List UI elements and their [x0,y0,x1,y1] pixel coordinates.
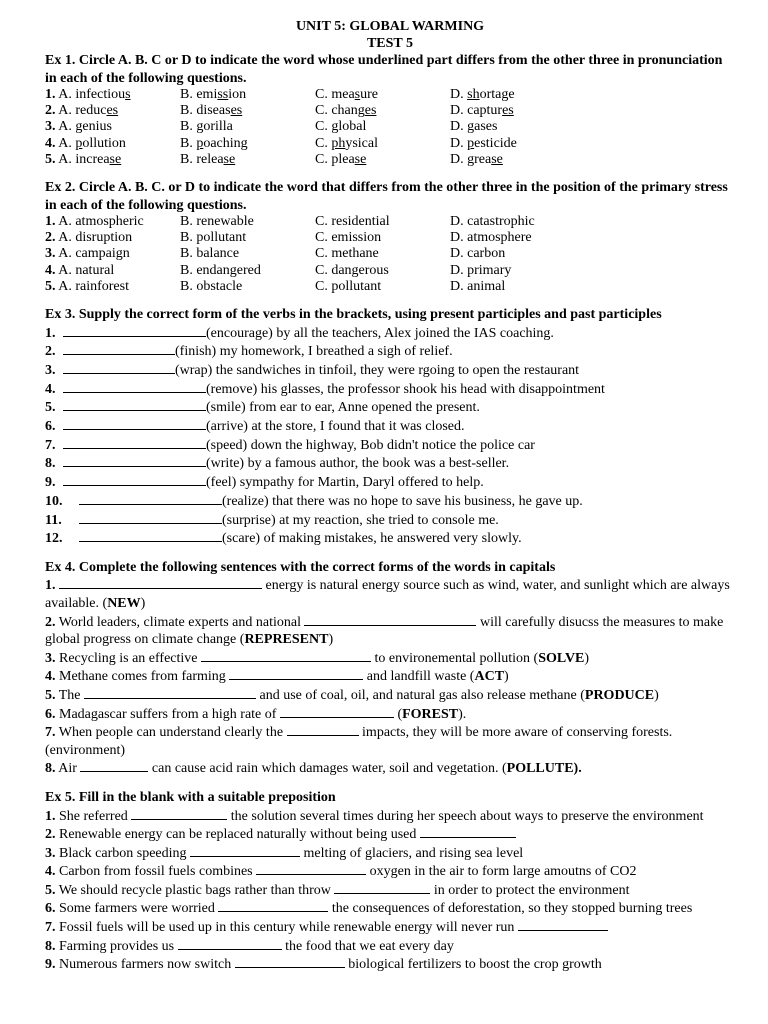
ex4-item [45,759,735,778]
underlined-part: p [467,135,475,151]
underlined-part: sh [467,87,480,102]
sentence-text: (speed) down the highway, Bob didn't notice the police car [206,437,535,453]
answer-blank[interactable] [63,398,206,411]
ex3-item [45,342,735,361]
ex3-item [45,436,735,455]
word-part: ysical [345,135,378,151]
ex1-option-4-a [45,136,180,152]
answer-blank[interactable] [63,324,206,337]
ex3-items [45,324,735,548]
ex1-option-4-c [315,136,450,152]
word-part: D. grea [450,151,492,167]
answer-blank[interactable] [84,686,256,699]
question-number: 2. [45,230,56,246]
ex3-item [45,324,735,343]
answer-blank[interactable] [218,899,328,912]
ex3-item [45,417,735,436]
answer-blank[interactable] [131,807,227,820]
option-text: A. campaign [58,246,130,262]
ex5-item [45,918,735,937]
underlined-part: se [223,151,236,167]
sentence-text: (remove) his glasses, the professor shook his head with disappointment [206,381,605,397]
answer-blank[interactable] [287,723,359,736]
sentence-text: (scare) of making mistakes, he answered very slowly. [222,531,522,547]
underlined-part: se [354,151,367,167]
sentence-text: to environemental pollution ( [371,650,539,666]
sentence-text: Recycling is an effective [55,650,202,666]
ex2-option-1-b [180,214,315,230]
answer-blank[interactable] [63,342,175,355]
option-text: B. renewable [180,214,254,230]
ex4-item [45,576,735,612]
underlined-part: se [491,151,503,167]
option-text: C. residential [315,214,390,230]
option-text: D. catastrophic [450,214,535,230]
option-text: D. primary [450,262,512,278]
ex4-item [45,686,735,705]
ex4-items [45,576,735,778]
answer-blank[interactable] [63,361,175,374]
ex1-option-2-a [45,103,180,119]
ex4-instruction: Ex 4. Complete the following sentences with the correct forms of the words in capitals [45,559,556,575]
ex5-item [45,955,735,974]
ex2-option-4-d [450,263,585,279]
question-number: 7. [45,920,56,936]
underlined-part: g [467,119,475,135]
question-number: 8. [45,938,56,954]
question-number: 6. [45,706,56,722]
question-number: 3. [45,119,56,135]
ex5-item [45,844,735,863]
option-text: B. pollutant [180,230,247,246]
underlined-part: g [75,119,83,135]
answer-blank[interactable] [178,937,282,950]
ex2-option-5-d [450,279,585,295]
answer-blank[interactable] [235,955,345,968]
ex2-option-1-c [315,214,450,230]
question-number: 1. [45,325,56,341]
ex1-option-2-c [315,103,450,119]
answer-blank[interactable] [304,613,476,626]
ex1-option-3-c [315,119,450,135]
sentence-text: ) [140,596,146,612]
word-part: oaching [203,135,248,151]
sentence-text: (arrive) at the store, I found that it was closed. [206,419,465,435]
capital-word: REPRESENT [244,632,329,648]
underlined-part: ss [217,87,229,102]
underlined-part: es [502,103,514,119]
ex3-item [45,511,735,530]
capital-word: NEW [107,596,141,612]
sentence-text: biological fertilizers to boost the crop growth [344,957,602,973]
sentence-text: She referred [55,808,132,824]
sentence-text: will carefully disucss the measures to make global progress on climate change ( [45,614,724,648]
sentence-text: (surprise) at my reaction, she tried to console me. [222,512,499,528]
sentence-text: the solution several times during her speech about ways to preserve the environment [227,808,704,824]
ex1-option-5-d [450,152,585,168]
underlined-part: g [331,119,339,135]
sentence-text: (realize) that there was no hope to save his business, he gave up. [222,493,583,509]
ex1-option-3-b [180,119,315,135]
option-text: D. carbon [450,246,506,262]
ex4-item [45,649,735,668]
underlined-part: p [75,135,83,151]
question-number: 2. [45,827,56,843]
ex3-instruction: Ex 3. Supply the correct form of the verbs in the brackets, using present participles and past participles [45,307,662,323]
ex2-option-3-d [450,246,585,262]
option-text: C. pollutant [315,278,382,294]
ex5-item [45,899,735,918]
answer-blank[interactable] [256,862,366,875]
ex2-option-3-b [180,246,315,262]
ex1-options [45,87,735,168]
ex1-option-3-a [45,119,180,135]
option-text: B. obstacle [180,278,243,294]
ex2-option-5-c [315,279,450,295]
question-number: 3. [45,246,56,262]
sentence-text: ) [328,632,334,648]
word-part: C. chang [315,103,365,119]
question-number: 4. [45,381,56,397]
question-number: 7. [45,725,56,741]
answer-blank[interactable] [518,918,608,931]
answer-blank[interactable] [59,576,262,589]
answer-blank[interactable] [63,436,206,449]
ex4-item [45,613,735,649]
question-number: 6. [45,419,56,435]
ex5-item [45,881,735,900]
word-part: A. infectiou [58,87,126,102]
capital-word: PRODUCE [584,688,655,704]
sentence-text: (encourage) by all the teachers, Alex joined the IAS coaching. [206,325,554,341]
word-part: ure [360,87,378,102]
sentence-text: in order to protect the environment [430,882,630,898]
ex2-option-1-d [450,214,585,230]
underlined-part: es [364,103,377,119]
answer-blank[interactable] [79,529,222,542]
option-text: C. methane [315,246,379,262]
answer-blank[interactable] [201,649,371,662]
answer-blank[interactable] [280,705,394,718]
word-part: B. diseas [180,103,231,119]
ex2-option-3-a [45,246,180,262]
question-number: 4. [45,135,56,151]
word-part: B. [180,119,197,135]
option-text: D. atmosphere [450,230,532,246]
ex2-option-2-b [180,230,315,246]
question-number: 9. [45,957,56,973]
answer-blank[interactable] [229,667,363,680]
underlined-part: ph [331,135,346,151]
question-number: 12. [45,531,63,547]
ex1-option-5-c [315,152,450,168]
capital-word: ACT [474,669,505,685]
ex5-item [45,807,735,826]
question-number: 5. [45,151,56,167]
ex3-item [45,492,735,511]
sentence-text: ) [584,650,590,666]
word-part: ortage [479,87,515,102]
word-part: B. emi [180,87,218,102]
ex2-option-5-b [180,279,315,295]
question-number: 4. [45,864,56,880]
ex1-option-5-a [45,152,180,168]
word-part: A. increa [58,151,110,167]
ex1-option-1-b [180,87,315,103]
question-number: 2. [45,344,56,360]
ex1-option-4-b [180,136,315,152]
word-part: C. [315,135,332,151]
answer-blank[interactable] [80,759,148,772]
ex2-options [45,214,735,295]
word-part: esticide [474,135,517,151]
sentence-text: Renewable energy can be replaced naturally without being used [55,827,420,843]
question-number: 6. [45,901,56,917]
ex1-option-2-d [450,103,585,119]
question-number: 4. [45,669,56,685]
ex2-option-2-d [450,230,585,246]
sentence-text: (feel) sympathy for Martin, Daryl offered to help. [206,475,484,491]
word-part: D. [450,135,468,151]
question-number: 7. [45,437,56,453]
ex3-item [45,398,735,417]
word-part: B. [180,135,197,151]
ex3-item [45,380,735,399]
question-number: 2. [45,103,56,119]
answer-blank[interactable] [63,417,206,430]
ex2-option-1-a [45,214,180,230]
underlined-part: s [125,87,131,102]
sentence-text: We should recycle plastic bags rather than throw [55,882,335,898]
option-text: C. emission [315,230,382,246]
option-text: A. rainforest [58,278,129,294]
sentence-text: Air [55,761,81,777]
ex1-option-1-c [315,87,450,103]
ex4-item [45,705,735,724]
answer-blank[interactable] [190,844,300,857]
sentence-text: can cause acid rain which damages water, soil and vegetation. ( [148,761,507,777]
question-number: 11. [45,512,62,528]
ex4-item [45,667,735,686]
word-part: ion [228,87,247,102]
word-part: A. [58,119,76,135]
ex2-option-4-a [45,263,180,279]
ex4-item [45,723,735,759]
sentence-text: (write) by a famous author, the book was a best-seller. [206,456,510,472]
answer-blank[interactable] [63,380,206,393]
sentence-text: and use of coal, oil, and natural gas also release methane ( [256,688,585,704]
ex2-option-5-a [45,279,180,295]
ex5-items [45,807,735,974]
question-number: 1. [45,578,56,594]
ex1-option-3-d [450,119,585,135]
ex3-item [45,454,735,473]
ex2-option-2-a [45,230,180,246]
sentence-text: When people can understand clearly the [55,725,287,741]
question-number: 3. [45,845,56,861]
question-number: 4. [45,262,56,278]
ex2-option-3-c [315,246,450,262]
worksheet [45,18,735,974]
ex5-instruction: Ex 5. Fill in the blank with a suitable preposition [45,790,336,805]
option-text: D. animal [450,278,506,294]
question-number: 8. [45,456,56,472]
option-text: A. atmospheric [58,214,144,230]
sentence-text: Numerous farmers now switch [55,957,235,973]
ex2-option-4-c [315,263,450,279]
sentence-text: (finish) my homework, I breathed a sigh of relief. [175,344,453,360]
word-part: ollution [82,135,126,151]
question-number: 5. [45,882,56,898]
answer-blank[interactable] [63,454,206,467]
option-text: A. disruption [58,230,133,246]
question-number: 1. [45,87,56,102]
underlined-part: s [354,87,361,102]
answer-blank[interactable] [63,473,206,486]
question-number: 1. [45,808,56,824]
word-part: A. reduc [58,103,107,119]
ex2-option-2-c [315,230,450,246]
question-number: 5. [45,688,56,704]
sentence-text: impacts, they will be more aware of conserving forests. (environment) [45,725,673,758]
question-number: 8. [45,761,56,777]
ex1-option-4-d [450,136,585,152]
question-number: 10. [45,493,63,509]
sentence-text: Black carbon speeding [55,845,191,861]
underlined-part: es [106,103,119,119]
option-text: B. balance [180,246,240,262]
ex1-option-1-d [450,87,585,103]
capital-word: SOLVE [538,650,585,666]
sentence-text: Fossil fuels will be used up in this century while renewable energy will never run [55,920,518,936]
underlined-part: es [230,103,243,119]
answer-blank[interactable] [79,492,222,505]
question-number: 5. [45,278,56,294]
sentence-text: Carbon from fossil fuels combines [55,864,257,880]
underlined-part: se [109,151,122,167]
sentence-text: (smile) from ear to ear, Anne opened the present. [206,400,480,416]
sentence-text: ) [654,688,659,704]
question-number: 3. [45,362,56,378]
sentence-text: oxygen in the air to form large amoutns of CO2 [366,864,637,880]
sentence-text: ) [504,669,509,685]
ex3-item [45,529,735,548]
ex5-item [45,825,735,844]
word-part: lobal [338,119,367,135]
question-number: 9. [45,475,56,491]
underlined-part: p [196,135,204,151]
ex1-instruction: Ex 1. Circle A. B. C or D to indicate the word whose underlined part differs from the other three in pronunciation in each of the following questions. [45,53,723,86]
sentence-text: melting of glaciers, and rising sea level [300,845,524,861]
ex5-item [45,937,735,956]
answer-blank[interactable] [79,511,222,524]
answer-blank[interactable] [420,825,516,838]
word-part: D. [450,119,468,135]
sentence-text: Methane comes from farming [55,669,230,685]
question-number: 2. [45,614,56,630]
ex1-option-5-b [180,152,315,168]
sentence-text: Farming provides us [55,938,178,954]
ex2-option-4-b [180,263,315,279]
sentence-text: ). [458,706,467,722]
word-part: ases [474,119,498,135]
capital-word: POLLUTE). [506,761,582,777]
sentence-text: World leaders, climate experts and national [55,614,305,630]
question-number: 5. [45,400,56,416]
sentence-text: and landfill waste ( [363,669,475,685]
ex3-item [45,473,735,492]
sentence-text: (wrap) the sandwiches in tinfoil, they were rgoing to open the restaurant [175,362,580,378]
sentence-text: ( [393,706,403,722]
sentence-text: energy is natural energy source such as wind, water, and sunlight which are always available. ( [45,578,730,612]
test-title: TEST 5 [366,36,414,51]
sentence-text: Madagascar suffers from a high rate of [55,706,280,722]
word-part: C. mea [315,87,355,102]
answer-blank[interactable] [334,881,430,894]
word-part: orilla [203,119,233,135]
ex3-item [45,361,735,380]
sentence-text: Some farmers were worried [55,901,219,917]
question-number: 3. [45,650,56,666]
ex2-instruction: Ex 2. Circle A. B. C. or D to indicate the word that differs from the other three in the position of the primary stress in each of the following questions. [45,180,728,213]
underlined-part: g [196,119,204,135]
unit-title: UNIT 5: GLOBAL WARMING [295,19,485,34]
word-part: B. relea [180,151,224,167]
sentence-text: the consequences of deforestation, so they stopped burning trees [328,901,693,917]
word-part: enius [82,119,112,135]
word-part: D. captur [450,103,503,119]
ex1-option-1-a [45,87,180,103]
word-part: D. [450,87,468,102]
word-part: C. [315,119,332,135]
option-text: C. dangerous [315,262,389,278]
sentence-text: the food that we eat every day [281,938,454,954]
ex1-option-2-b [180,103,315,119]
option-text: B. endangered [180,262,261,278]
capital-word: FOREST [402,706,459,722]
option-text: A. natural [58,262,115,278]
word-part: A. [58,135,76,151]
ex5-item [45,862,735,881]
word-part: C. plea [315,151,355,167]
question-number: 1. [45,214,56,230]
sentence-text: The [55,688,85,704]
